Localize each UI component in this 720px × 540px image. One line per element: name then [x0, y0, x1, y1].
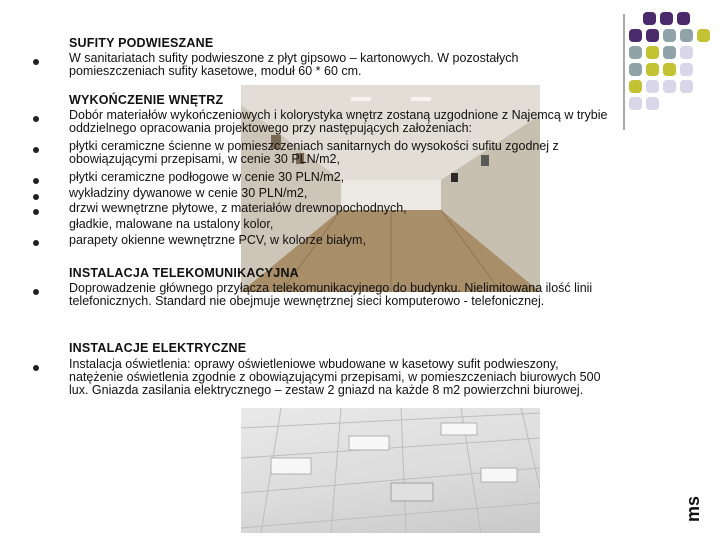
decorative-square — [680, 63, 693, 76]
decorative-square — [646, 46, 659, 59]
ms-logo — [680, 495, 704, 523]
elektryczne-line: Instalacja oświetlenia: oprawy oświetleniowe wbudowane w kasetowy sufit podwieszony, — [69, 357, 559, 371]
bullet-wykonczenie-1 — [33, 116, 39, 122]
bullet-wykonczenie-3 — [33, 178, 39, 184]
decorative-square — [663, 29, 676, 42]
decorative-square — [629, 29, 642, 42]
telekomunikacja-line: telefonicznych. Standard nie obejmuje wewnętrznej sieci komputerowo - telefonicznej. — [69, 294, 545, 308]
decorative-square — [663, 63, 676, 76]
decorative-square — [629, 63, 642, 76]
decorative-square — [680, 46, 693, 59]
elektryczne-line: natężenie oświetlenia zgodnie z obowiązującymi przepisami, w pomieszczeniach biurowych 500 — [69, 370, 601, 384]
bullet-wykonczenie-5 — [33, 209, 39, 215]
wykonczenie-line: obowiązującymi przepisami, w cenie 30 PLN/m2, — [69, 152, 340, 166]
wykonczenie-line: wykładziny dywanowe w cenie 30 PLN/m2, — [69, 186, 308, 200]
decorative-square — [643, 12, 656, 25]
decorative-square — [680, 29, 693, 42]
wykonczenie-line: drzwi wewnętrzne płytowe, z materiałów drewnopochodnych, — [69, 201, 407, 215]
elektryczne-line: lux. Gniazda zasilania elektrycznego – zestaw 2 gniazd na każde 8 m2 powierzchni biurowej. — [69, 383, 584, 397]
decorative-square — [663, 46, 676, 59]
decorative-square — [660, 12, 673, 25]
decorative-square — [646, 97, 659, 110]
wykonczenie-line: Dobór materiałów wykończeniowych i kolorystyka wnętrz zostaną uzgodnione z Najemcą w trybie — [69, 108, 608, 122]
bullet-sufity — [33, 59, 39, 65]
wykonczenie-line: płytki ceramiczne podłogowe w cenie 30 PLN/m2, — [69, 170, 345, 184]
sufity-line: W sanitariatach sufity podwieszone z płyt gipsowo – kartonowych. W pozostałych — [69, 51, 519, 65]
decorative-square — [629, 80, 642, 93]
decorative-square — [629, 46, 642, 59]
bullet-wykonczenie-4 — [33, 194, 39, 200]
bullet-elektryczne — [33, 365, 39, 371]
section-title-elektryczne: INSTALACJE ELEKTRYCZNE — [69, 341, 247, 355]
wykonczenie-line: oddzielnego opracowania projektowego przy następujących założeniach: — [69, 121, 473, 135]
decorative-square — [629, 97, 642, 110]
section-title-wykonczenie: WYKOŃCZENIE WNĘTRZ — [69, 93, 224, 107]
section-title-telekomunikacja: INSTALACJA TELEKOMUNIKACYJNA — [69, 266, 299, 280]
section-title-sufity: SUFITY PODWIESZANE — [69, 36, 214, 50]
decorative-square — [663, 80, 676, 93]
bullet-wykonczenie-2 — [33, 147, 39, 153]
ceiling-photo — [241, 408, 540, 533]
decorative-square — [646, 80, 659, 93]
wykonczenie-line: parapety okienne wewnętrzne PCV, w kolorze białym, — [69, 233, 366, 247]
decorative-square — [646, 29, 659, 42]
svg-text:ms: ms — [683, 495, 703, 523]
bullet-wykonczenie-6 — [33, 240, 39, 246]
bullet-telekomunikacja — [33, 289, 39, 295]
sufity-line: pomieszczeniach sufity kasetowe, moduł 60 * 60 cm. — [69, 64, 362, 78]
decorative-square — [697, 29, 710, 42]
decorative-square — [677, 12, 690, 25]
wykonczenie-line: gładkie, malowane na ustalony kolor, — [69, 217, 274, 231]
wykonczenie-line: płytki ceramiczne ścienne w pomieszczeniach sanitarnych do wysokości sufitu zgodnej z — [69, 139, 559, 153]
decorative-square — [646, 63, 659, 76]
telekomunikacja-line: Doprowadzenie głównego przyłącza telekomunikacyjnego do budynku. Nielimitowana ilość linii — [69, 281, 593, 295]
decorative-square — [680, 80, 693, 93]
